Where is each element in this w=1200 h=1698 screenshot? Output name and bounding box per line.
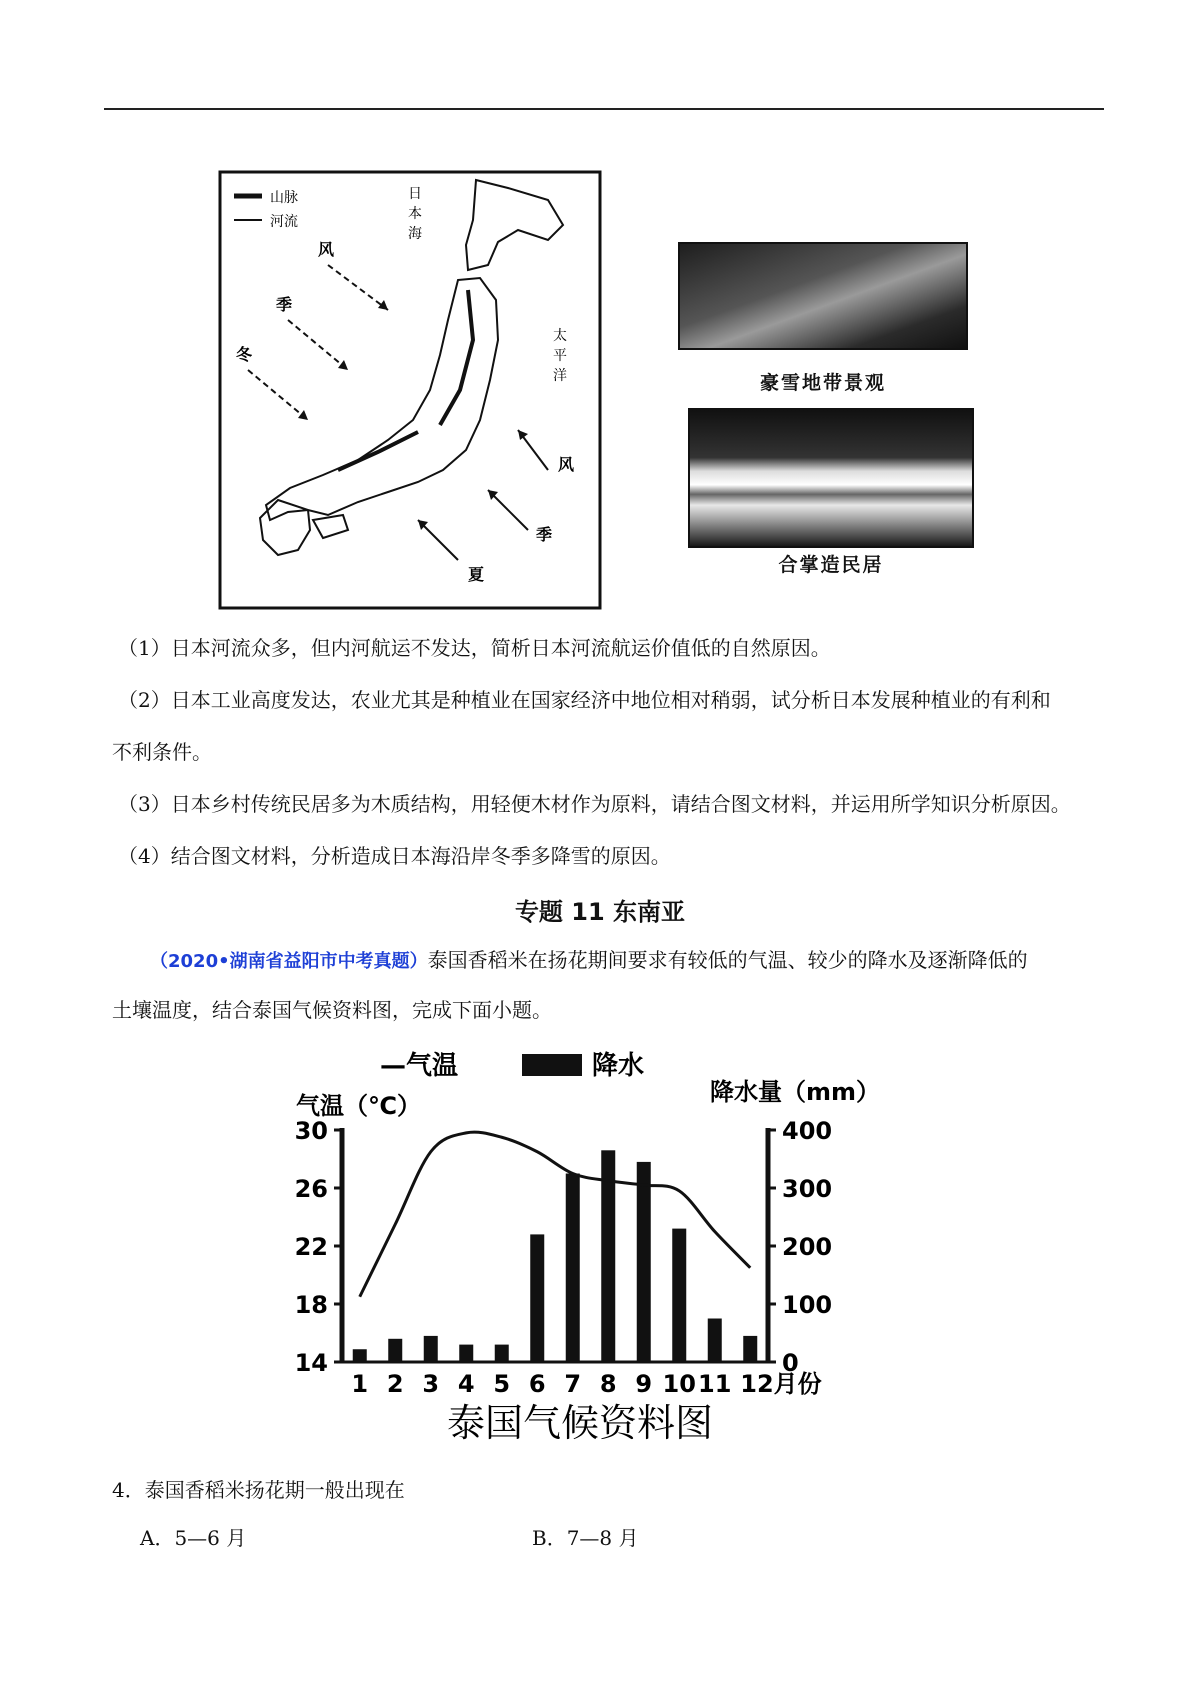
x-tick-label: 4 — [457, 1370, 475, 1398]
right-tick-label: 0 — [782, 1349, 799, 1377]
question-3: （3）日本乡村传统民居多为木质结构，用轻便木材作为原料，请结合图文材料，并运用所学知识分析原因。 — [118, 792, 1071, 816]
left-axis-label: 气温（℃） — [296, 1092, 422, 1120]
x-tick-label: 1 — [351, 1370, 369, 1398]
x-tick-label: 2 — [386, 1370, 404, 1398]
sea-label-3: 海 — [408, 226, 422, 242]
sea-label-1: 日 — [408, 186, 422, 202]
legend-precip: 降水 — [592, 1051, 645, 1081]
x-tick-label: 3 — [422, 1370, 440, 1398]
right-tick-label: 400 — [782, 1117, 833, 1145]
right-tick-label: 300 — [782, 1175, 833, 1203]
right-tick-label: 200 — [782, 1233, 833, 1261]
temperature-line — [360, 1132, 751, 1297]
caption-heavy-snow: 豪雪地带景观 — [759, 372, 886, 394]
precip-bar — [743, 1336, 757, 1362]
question-2-line-1: （2）日本工业高度发达，农业尤其是种植业在国家经济中地位相对稍弱，试分析日本发展种植业的有利和 — [118, 688, 1051, 712]
x-tick-label: 11 — [698, 1370, 732, 1398]
legend-precip-swatch — [522, 1054, 582, 1076]
precip-bar — [672, 1229, 686, 1362]
section-intro-line-2: 土壤温度，结合泰国气候资料图，完成下面小题。 — [112, 998, 552, 1022]
question-source: （2020•湖南省益阳市中考真题） — [150, 951, 428, 972]
svg-text:洋: 洋 — [553, 368, 567, 384]
japan-map — [218, 170, 602, 610]
x-tick-label: 10 — [662, 1370, 696, 1398]
question-2-line-2: 不利条件。 — [112, 740, 212, 764]
x-tick-label: 9 — [635, 1370, 653, 1398]
precip-bar — [388, 1339, 402, 1362]
chart-legend — [380, 1050, 644, 1081]
photo-gassho-house — [688, 408, 974, 548]
sea-label-2: 本 — [408, 206, 422, 222]
legend-river-label: 河流 — [270, 214, 298, 230]
chart-title: 泰国气候资料图 — [446, 1401, 714, 1445]
section-title: 专题 11 东南亚 — [514, 898, 686, 926]
precip-bar — [353, 1349, 367, 1362]
precip-bar — [424, 1336, 438, 1362]
x-tick-label: 5 — [493, 1370, 511, 1398]
left-tick-label: 30 — [294, 1117, 328, 1145]
thailand-climate-chart — [290, 1040, 910, 1450]
right-axis-label: 降水量（mm） — [710, 1078, 881, 1106]
question-1: （1）日本河流众多，但内河航运不发达，简析日本河流航运价值低的自然原因。 — [118, 636, 831, 660]
x-tick-label: 12月份 — [740, 1370, 822, 1398]
right-tick-label: 100 — [782, 1291, 833, 1319]
legend-mountain-label: 山脉 — [270, 190, 298, 206]
winter-monsoon-char-3: 冬 — [236, 345, 253, 364]
precip-bar — [637, 1162, 651, 1362]
precip-bar — [495, 1345, 509, 1362]
x-tick-label: 8 — [599, 1370, 617, 1398]
question-4: （4）结合图文材料，分析造成日本海沿岸冬季多降雪的原因。 — [118, 844, 671, 868]
winter-monsoon-char-1: 风 — [318, 240, 335, 259]
caption-gassho-house: 合掌造民居 — [778, 554, 884, 576]
photo-heavy-snow — [678, 242, 968, 350]
left-tick-label: 18 — [294, 1291, 328, 1319]
left-tick-label: 26 — [294, 1175, 328, 1203]
summer-monsoon-char-1: 风 — [558, 455, 575, 474]
precip-bar — [708, 1319, 722, 1363]
summer-monsoon-char-3: 夏 — [468, 565, 485, 584]
precip-bar — [459, 1345, 473, 1362]
header-rule — [104, 108, 1104, 110]
x-tick-label: 6 — [528, 1370, 546, 1398]
precip-bar — [566, 1174, 580, 1363]
left-tick-label: 22 — [294, 1233, 328, 1261]
svg-text:太: 太 — [553, 328, 567, 344]
intro-text-1: 泰国香稻米在扬花期间要求有较低的气温、较少的降水及逐渐降低的 — [427, 948, 1028, 972]
svg-text:平: 平 — [553, 348, 567, 364]
precip-bar — [530, 1234, 544, 1362]
winter-monsoon-char-2: 季 — [276, 295, 293, 314]
section-intro-line-1 — [150, 946, 1028, 976]
x-tick-label: 7 — [564, 1370, 582, 1398]
option-a[interactable]: A．5—6 月 — [140, 1526, 247, 1550]
summer-monsoon-char-2: 季 — [536, 525, 553, 544]
left-tick-label: 14 — [294, 1349, 328, 1377]
question-4-stem: 4．泰国香稻米扬花期一般出现在 — [112, 1478, 405, 1502]
option-b[interactable]: B．7—8 月 — [532, 1526, 639, 1550]
legend-temp: —气温 — [380, 1051, 459, 1081]
